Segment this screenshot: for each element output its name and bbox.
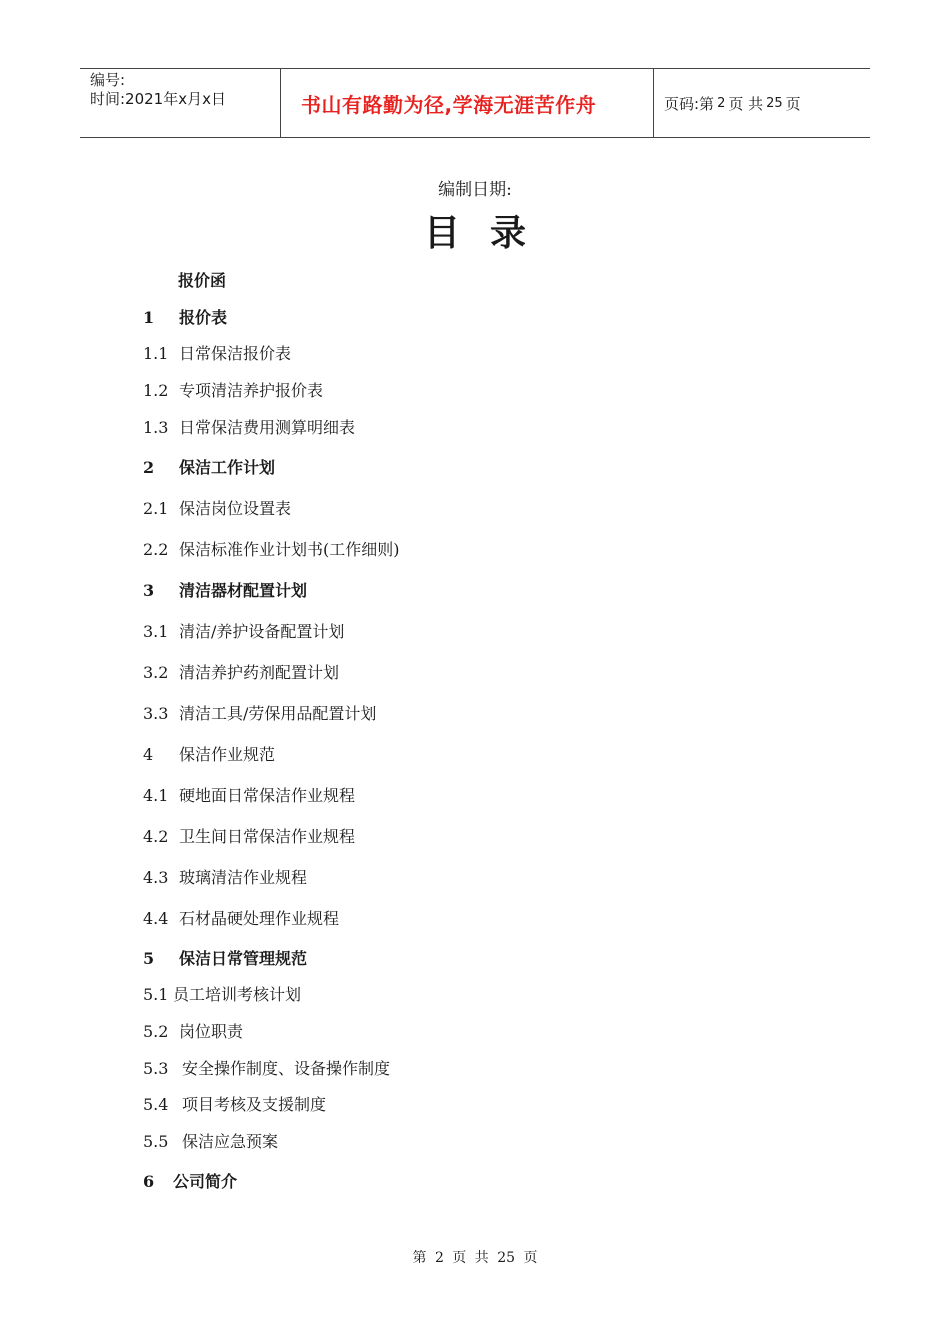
toc-entry-text: 报价函 [178,271,227,290]
toc-entry [143,906,339,929]
toc-entry-number: 4.3 [143,868,169,887]
toc-entry-number: 4.2 [143,827,169,846]
toc-entry-number: 3.1 [143,622,169,641]
toc-entry [143,341,291,364]
page-mid: 页 共 [728,94,764,113]
toc-entry [143,1129,278,1152]
toc-entry-text: 岗位职责 [179,1022,244,1041]
number-label: 编号: [90,71,126,89]
toc-entry [143,824,355,847]
toc-entry [143,619,344,642]
header-meta [80,69,281,137]
toc-entry-text: 员工培训考核计划 [173,985,302,1004]
toc-entry-text: 报价表 [179,308,228,327]
toc-entry-text: 玻璃清洁作业规程 [179,868,308,887]
toc-entry-number: 4.4 [143,909,169,928]
toc-entry [143,946,307,969]
toc-entry-number: 5.2 [143,1022,169,1041]
toc-entry-text: 日常保洁费用测算明细表 [179,418,356,437]
toc-entry-number: 1.1 [143,344,169,363]
page-suffix: 页 [785,94,801,113]
toc-entry [143,1019,243,1042]
header-page-info [654,69,870,137]
toc-entry-number: 5.5 [143,1132,169,1151]
toc-entry-number: 3.2 [143,663,169,682]
toc-entry [143,865,307,888]
compile-date-label: 编制日期: [438,180,512,200]
toc-entry [143,455,275,478]
toc-entry-text: 保洁标准作业计划书(工作细则) [179,540,400,559]
toc-entry [143,660,339,683]
page-current: 2 [717,95,726,111]
toc-title: 目录 [423,212,556,254]
toc-entry [143,415,355,438]
toc-entry-text: 清洁器材配置计划 [179,581,308,600]
toc-entry-text: 石材晶硬处理作业规程 [179,909,340,928]
toc-entry-text: 安全操作制度、设备操作制度 [182,1059,391,1078]
toc-entry-text: 硬地面日常保洁作业规程 [179,786,356,805]
toc-entry-number: 2.2 [143,540,169,559]
toc-entry [143,701,376,724]
toc-entry [143,1056,390,1079]
toc-entry-number: 2 [143,458,155,477]
toc-entry [178,268,226,291]
toc-entry-number: 4 [143,745,154,764]
toc-entry [143,378,323,401]
toc-entry [143,305,227,328]
toc-entry [143,537,400,560]
toc-entry-text: 清洁工具/劳保用品配置计划 [179,704,377,723]
toc-entry-number: 5.1 [143,985,169,1004]
toc-entry [143,496,291,519]
time-label: 时间:2021年x月x日 [90,90,226,108]
page-header [80,68,870,138]
toc-entry-text: 专项清洁养护报价表 [179,381,324,400]
toc-entry-text: 保洁应急预案 [182,1132,279,1151]
toc-entry-text: 保洁岗位设置表 [179,499,292,518]
page-prefix: 页码:第 [664,94,715,113]
toc-entry-text: 公司简介 [173,1172,238,1191]
page-footer: 第 2 页 共 25 页 [412,1250,538,1266]
toc-entry-number: 1 [143,308,155,327]
header-motto: 书山有路勤为径,学海无涯苦作舟 [281,69,654,137]
toc-entry-number: 1.3 [143,418,169,437]
toc-entry-number: 1.2 [143,381,169,400]
toc-entry-number: 2.1 [143,499,169,518]
toc-entry-text: 项目考核及支援制度 [182,1095,327,1114]
toc-entry-number: 3.3 [143,704,169,723]
toc-entry-number: 3 [143,581,155,600]
toc-entry-text: 清洁养护药剂配置计划 [179,663,340,682]
toc-entry [143,1092,326,1115]
toc-entry [143,783,355,806]
toc-entry-text: 保洁作业规范 [179,745,276,764]
toc-entry-text: 保洁工作计划 [179,458,276,477]
toc-entry-number: 5.4 [143,1095,169,1114]
toc-entry-number: 5 [143,949,155,968]
page-total: 25 [766,95,783,111]
toc-entry-text: 保洁日常管理规范 [179,949,308,968]
toc-entry [143,742,275,765]
toc-entry [143,982,301,1005]
toc-entry-number: 5.3 [143,1059,169,1078]
toc-entry [143,578,307,601]
toc-entry-text: 清洁/养护设备配置计划 [179,622,345,641]
toc-entry-text: 卫生间日常保洁作业规程 [179,827,356,846]
toc-entry-text: 日常保洁报价表 [179,344,292,363]
toc-entry-number: 4.1 [143,786,169,805]
toc-entry [143,1169,237,1192]
toc-entry-number: 6 [143,1172,155,1191]
